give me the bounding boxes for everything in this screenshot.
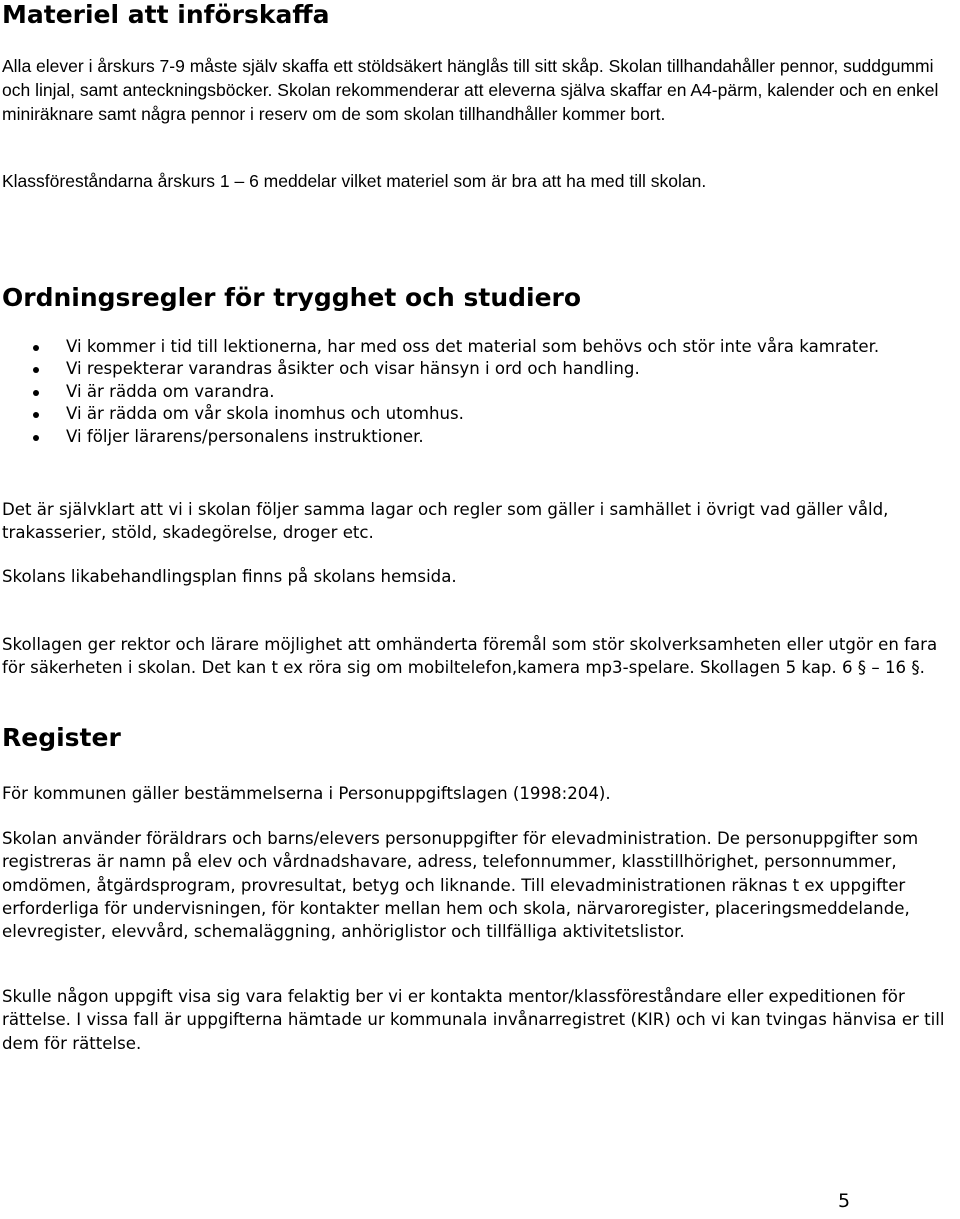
- heading-ordningsregler: Ordningsregler för trygghet och studiero: [2, 283, 582, 312]
- paragraph-personuppgiftslagen: För kommunen gäller bestämmelserna i Personuppgiftslagen (1998:204).: [2, 784, 611, 803]
- rule-text: Vi kommer i tid till lektionerna, har med oss det material som behövs och stör inte våra kamrater.: [66, 337, 880, 356]
- list-item: [0, 426, 930, 448]
- list-item: [0, 336, 930, 358]
- paragraph-laws: Det är självklart att vi i skolan följer samma lagar och regler som gäller i samhället i övrigt vad gäller våld, trakasserier, stöld, skadegörelse, droger etc.: [2, 500, 889, 543]
- bullet-icon: [33, 435, 39, 441]
- bullet-icon: [33, 412, 39, 418]
- list-item: [0, 403, 930, 425]
- rule-text: Vi är rädda om vår skola inomhus och utomhus.: [66, 404, 464, 424]
- paragraph-materiel-intro: Alla elever i årskurs 7-9 måste själv skaffa ett stöldsäkert hänglås till sitt skåp. Skolan tillhandahåller pennor, suddgummi och linjal, samt anteckningsböcker. Skolan rekommenderar att eleverna själva skaffar en A4-pärm, kalender och en enkel miniräknare samt några pennor i reserv om de som skolan tillhandhåller kommer bort.: [2, 56, 939, 125]
- paragraph-personuppgifter: Skolan använder föräldrars och barns/elevers personuppgifter för elevadministration. De personuppgifter som registreras är namn på elev och vårdnadshavare, adress, telefonnummer, klasstillhörighet, personnummer, omdömen, åtgärdsprogram, provresultat, betyg och liknande. Till elevadministrationen räknas t ex uppgifter erforderliga för undervisningen, för kontakter mellan hem och skola, närvaroregister, placeringsmeddelande, elevregister, elevvård, schemaläggning, anhöriglistor och tillfälliga aktivitetslistor.: [2, 829, 919, 942]
- list-item: [0, 358, 930, 380]
- rule-text: Vi är rädda om varandra.: [66, 381, 275, 401]
- rule-text: Vi respekterar varandras åsikter och visar hänsyn i ord och handling.: [66, 359, 640, 379]
- rules-list: [0, 336, 930, 448]
- list-item: [0, 381, 930, 403]
- heading-materiel: Materiel att införskaffa: [2, 0, 330, 29]
- bullet-icon: [33, 367, 39, 373]
- paragraph-materiel-classes: Klassföreståndarna årskurs 1 – 6 meddelar vilket materiel som är bra att ha med till skolan.: [2, 171, 707, 191]
- page-number: 5: [838, 1190, 851, 1212]
- paragraph-likabehandlingsplan: Skolans likabehandlingsplan finns på skolans hemsida.: [2, 567, 457, 586]
- bullet-icon: [33, 345, 39, 351]
- rule-text: Vi följer lärarens/personalens instruktioner.: [66, 426, 424, 446]
- bullet-icon: [33, 390, 39, 396]
- paragraph-skollagen: Skollagen ger rektor och lärare möjlighet att omhänderta föremål som stör skolverksamheten eller utgör en fara för säkerheten i skolan. Det kan t ex röra sig om mobiltelefon,kamera mp3-spelare. Skollagen 5 kap. 6 § – 16 §.: [2, 635, 938, 678]
- heading-register: Register: [2, 723, 121, 752]
- paragraph-rattelse: Skulle någon uppgift visa sig vara felaktig ber vi er kontakta mentor/klassföreståndare eller expeditionen för rättelse. I vissa fall är uppgifterna hämtade ur kommunala invånarregistret (KIR) och vi kan tvingas hänvisa er till dem för rättelse.: [2, 987, 945, 1053]
